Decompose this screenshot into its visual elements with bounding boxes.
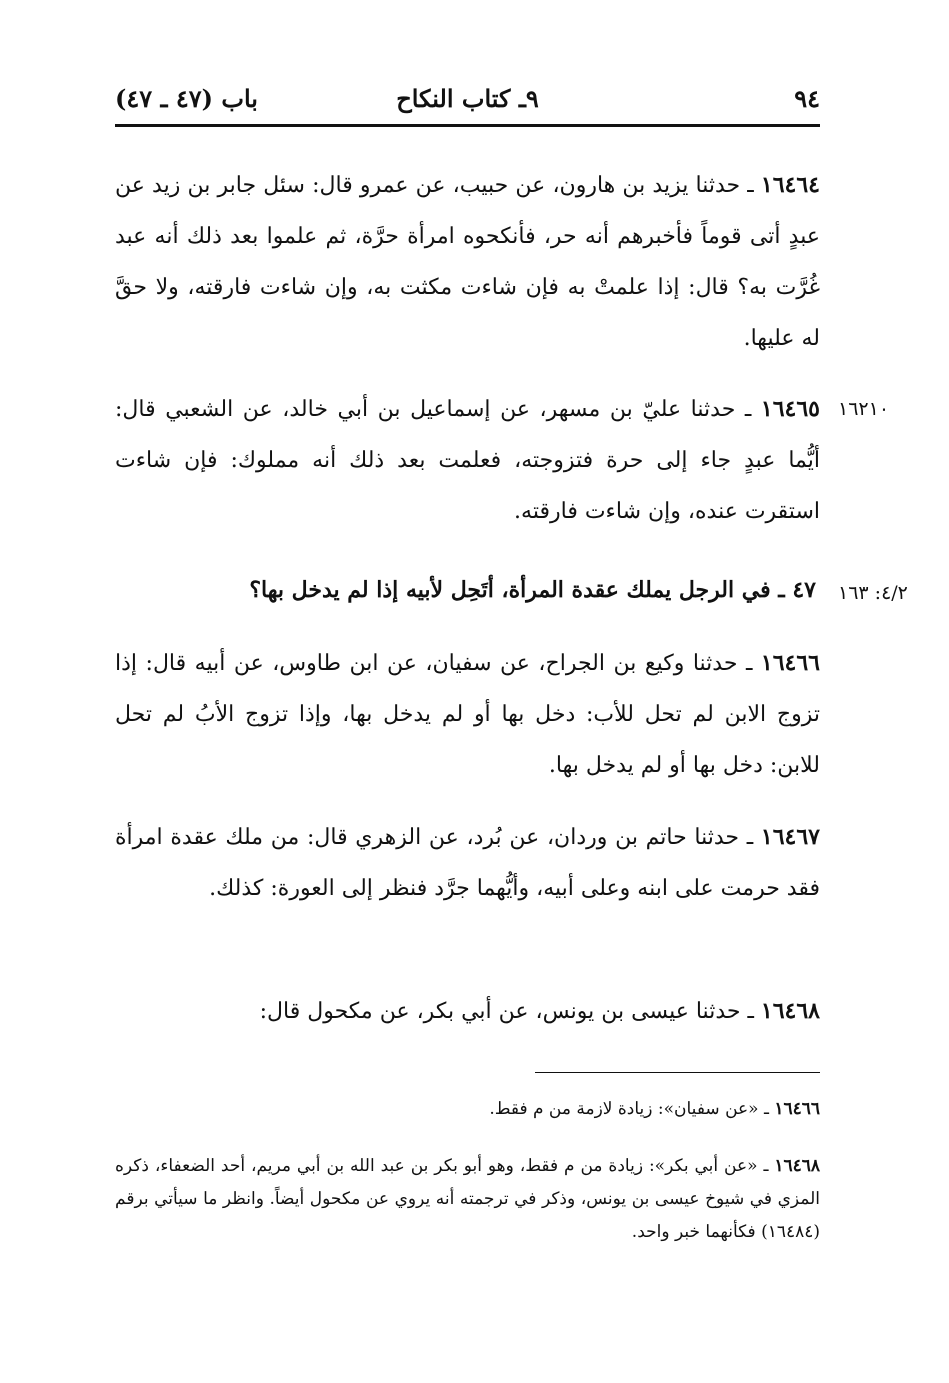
entry-paragraph <box>115 812 820 914</box>
footnote-rule <box>535 1072 820 1073</box>
footnote-paragraph <box>115 1093 820 1126</box>
entry-16466 <box>115 638 820 791</box>
footnote-paragraph <box>115 1150 820 1249</box>
footnote-16468 <box>115 1150 820 1249</box>
entry-paragraph <box>115 986 820 1037</box>
running-header <box>115 80 820 120</box>
entry-text: ـ حدثنا عليّ بن مسهر، عن إسماعيل بن أبي خالد، عن الشعبي قال: أيُّما عبدٍ جاء إلى حرة فتزوجته، فعلمت بعد ذلك أنه مملوك: فإن شاءت استقرت عنده، وإن شاءت فارقته. <box>115 397 820 524</box>
margin-reference: ١٦٢١٠ <box>838 398 890 420</box>
footnote-16466 <box>115 1093 820 1126</box>
chapter-reference: باب (٤٧ ـ ٤٧) <box>115 84 258 113</box>
entry-number: ١٦٤٦٦ <box>760 650 820 676</box>
entry-paragraph <box>115 638 820 791</box>
entry-16468 <box>115 986 820 1037</box>
entry-16464 <box>115 160 820 364</box>
entry-text: ـ حدثنا وكيع بن الجراح، عن سفيان، عن ابن طاوس، عن أبيه قال: إذا تزوج الابن لم تحل للأب: دخل بها أو لم يدخل بها، وإذا تزوج الأبُ لم تحل للابن: دخل بها أو لم يدخل بها. <box>115 651 820 778</box>
chapter-heading-block <box>115 570 820 610</box>
margin-reference: ٤/٢: ١٦٣ <box>838 582 908 604</box>
book-title: ٩ـ كتاب النكاح <box>396 84 539 113</box>
footnote-text: ـ «عن سفيان»: زيادة لازمة من م فقط. <box>489 1099 775 1119</box>
chapter-heading: ٤٧ ـ في الرجل يملك عقدة المرأة، أتَحِل لأبيه إذا لم يدخل بها؟ <box>249 577 816 603</box>
entry-number: ١٦٤٦٥ <box>760 396 820 422</box>
footnote-number: ١٦٤٦٦ <box>774 1099 820 1119</box>
entry-16467 <box>115 812 820 914</box>
entry-text: ـ حدثنا عيسى بن يونس، عن أبي بكر، عن مكحول قال: <box>259 999 761 1024</box>
entry-number: ١٦٤٦٨ <box>760 998 820 1024</box>
entry-number: ١٦٤٦٧ <box>760 824 820 850</box>
footnote-number: ١٦٤٦٨ <box>774 1156 820 1176</box>
entry-16465 <box>115 384 820 537</box>
page-number: ٩٤ <box>794 84 820 113</box>
entry-text: ـ حدثنا يزيد بن هارون، عن حبيب، عن عمرو قال: سئل جابر بن زيد عن عبدٍ أتى قوماً فأخبرهم أنه حر، فأنكحوه امرأة حرَّة، ثم علموا بعد ذلك أنه عبد غُرَّت به؟ قال: إذا علمتْ به فإن شاءت مكثت به، وإن شاءت فارقته، ولا حقَّ له عليها. <box>115 173 820 351</box>
header-rule <box>115 124 820 127</box>
entry-number: ١٦٤٦٤ <box>760 172 820 198</box>
footnote-text: ـ «عن أبي بكر»: زيادة من م فقط، وهو أبو بكر بن عبد الله بن أبي مريم، أحد الضعفاء، ذكره المزي في شيوخ عيسى بن يونس، وذكر في ترجمته أنه يروي عن مكحول أيضاً. وانظر ما سيأتي برقم (١٦٤٨٤) فكأنهما خبر واحد. <box>115 1156 820 1242</box>
entry-paragraph <box>115 160 820 364</box>
entry-paragraph <box>115 384 820 537</box>
entry-text: ـ حدثنا حاتم بن وردان، عن بُرد، عن الزهري قال: من ملك عقدة امرأة فقد حرمت على ابنه وعلى أبيه، وأيُّهما جرَّد فنظر إلى العورة: كذلك. <box>115 825 820 901</box>
